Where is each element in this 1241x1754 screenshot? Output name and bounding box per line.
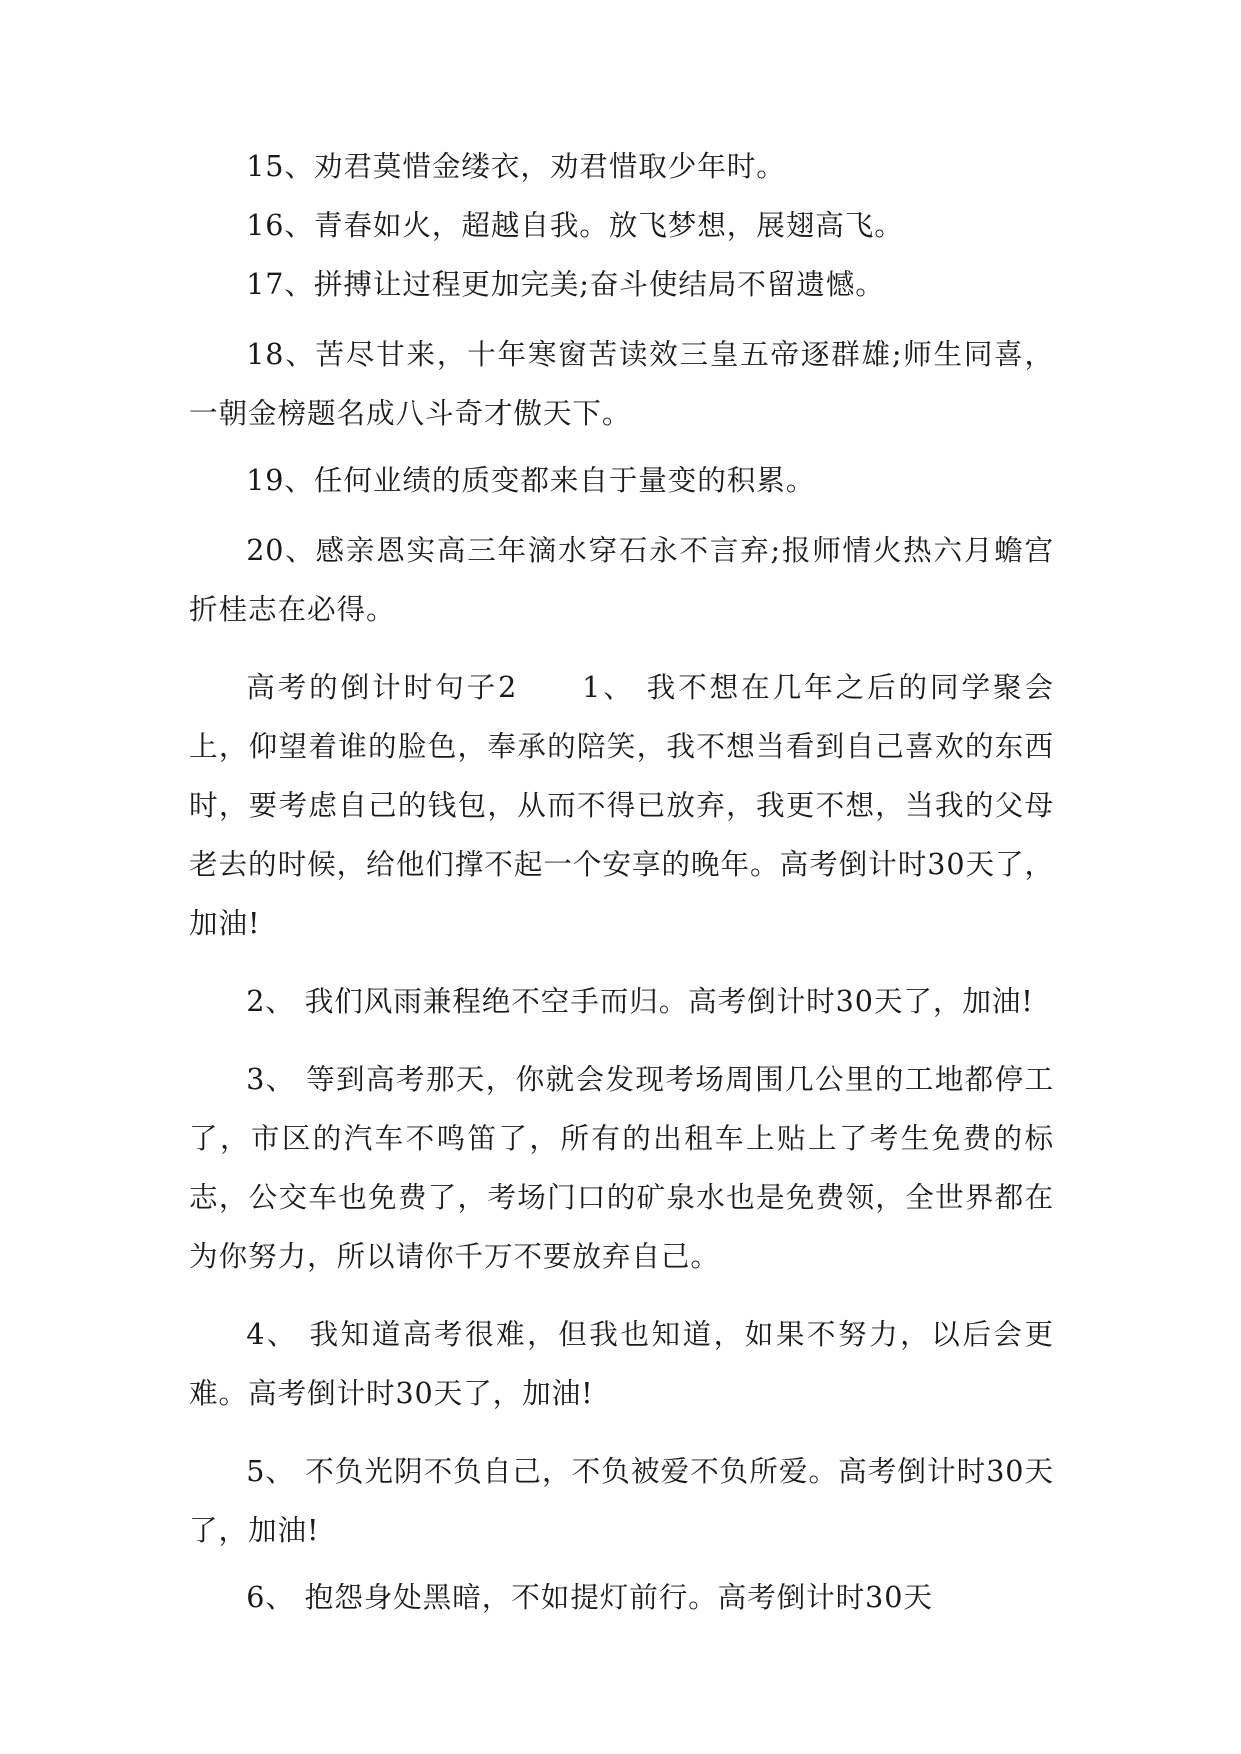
document-body bbox=[189, 148, 1054, 1638]
paragraph-item-4: 4、 我知道高考很难，但我也知道，如果不努力，以后会更难。高考倒计时30天了，加油! bbox=[189, 1317, 1054, 1410]
paragraph-item-3: 3、 等到高考那天，你就会发现考场周围几公里的工地都停工了，市区的汽车不鸣笛了，所有的出租车上贴上了考生免费的标志，公交车也免费了，考场门口的矿泉水也是免费领，全世界都在为你努力，所以请你千万不要放弃自己。 bbox=[189, 1062, 1054, 1273]
paragraph-17: 17、拼搏让过程更加完美;奋斗使结局不留遗憾。 bbox=[246, 267, 885, 301]
paragraph-15: 15、劝君莫惜金缕衣，劝君惜取少年时。 bbox=[246, 149, 786, 183]
paragraph-18: 18、苦尽甘来，十年寒窗苦读效三皇五帝逐群雄;师生同喜，一朝金榜题名成八斗奇才傲天下。 bbox=[189, 337, 1054, 430]
paragraph-item-2: 2、 我们风雨兼程绝不空手而归。高考倒计时30天了，加油! bbox=[246, 984, 1034, 1018]
paragraph-20: 20、感亲恩实高三年滴水穿石永不言弃;报师情火热六月蟾宫折桂志在必得。 bbox=[189, 533, 1054, 626]
paragraph-19: 19、任何业绩的质变都来自于量变的积累。 bbox=[246, 463, 816, 497]
paragraph-16: 16、青春如火，超越自我。放飞梦想，展翅高飞。 bbox=[246, 208, 904, 242]
paragraph-item-5: 5、 不负光阴不负自己，不负被爱不负所爱。高考倒计时30天了，加油! bbox=[189, 1454, 1054, 1547]
paragraph-section-2-item-1: 高考的倒计时句子2 1、 我不想在几年之后的同学聚会上，仰望着谁的脸色，奉承的陪笑，我不想当看到自己喜欢的东西时，要考虑自己的钱包，从而不得已放弃，我更不想，当我的父母老去的时候，给他们撑不起一个安享的晚年。高考倒计时30天了，加油! bbox=[189, 670, 1054, 940]
paragraph-item-6: 6、 抱怨身处黑暗，不如提灯前行。高考倒计时30天 bbox=[246, 1580, 933, 1614]
